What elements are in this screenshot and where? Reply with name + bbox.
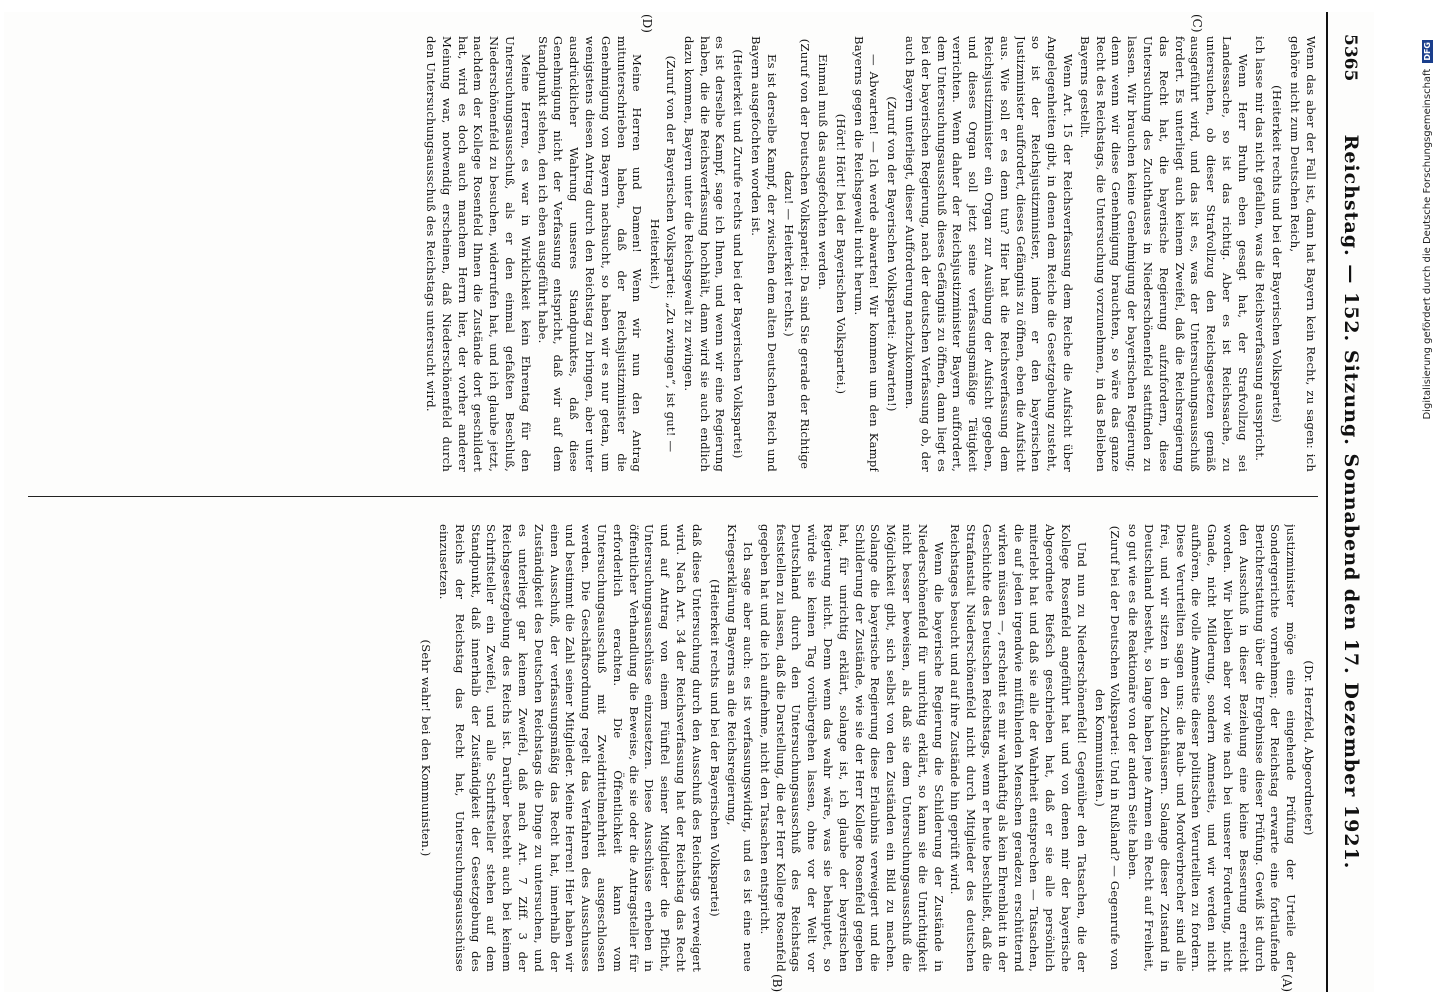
paragraph: Und nun zu Niederschönenfeld! Gegenüber den Tatsachen, die der Kollege Rosenfeld angeführt hat und von denen mir der bayerische Abgeordnete Riefsch geschrieben hat, daß er sie alle persönlich miterlebt hat und daß sie alle der Wahrheit entsprechen — Tatsachen, die auf jeden irgendwie mitfühlenden Menschen geradezu erschütternd wirken müssen —, erscheint es mir wahrhaftig als kein Ehrenblatt in der Geschichte des Deutschen Reichstags, wenn er heute beschließt, daß die Strafanstalt Niederschönenfeld nicht durch Mitglieder des deutschen Reichstages besucht und auf ihre Zustände hin geprüft wird. [948,524,1089,972]
paragraph: Wenn Herr Bruhn eben gesagt hat, der Strafvollzug sei Landessache, so ist das richtig. Aber es ist Reichssache, zu untersuchen, ob dieser Strafvollzug den Reichsgesetzen gemäß ausgeführt wird, und das ist es, was der Untersuchungsausschuß fordert. Es unterliegt auch keinem Zweifel, daß die Reichsregierung das Recht hat, die bayerische Regierung aufzufordern, diese Untersuchung des Zuchthauses in Niederschönenfeld stattfinden zu lassen. Wir brauchen keine Genehmigung der bayerischen Regierung; denn wenn wir diese Genehmigung brauchten, so wäre das ganze Recht des Reichstags, die Untersuchung vorzunehmen, in das Belieben Bayerns gestellt. [1077,36,1250,472]
digitization-credit [1420,40,1434,1000]
paragraph: Ich sage aber auch: es ist verfassungswidrig, und es ist eine neue Kriegserklärung Bayerns an die Reichsregierung, [725,524,756,972]
margin-mark-d: (D) [640,14,654,33]
paragraph: justizminister möge eine eingehende Prüfung der Urteile der Sondergerichte vornehmen; der Reichstag erwarte eine fortlaufende Berichterstattung über die Ergebnisse dieser Prüfung. Gewiß ist durch den Ausschuß in dieser Beziehung eine kleine Besserung erreicht worden. Wir bleiben aber vor wie nach bei unserer Forderung, nicht Gnade, nicht Milderung, sondern Amnestie, und wir werden nicht aufhören, die volle Amnestie dieser politischen Verurteilten zu fordern. Diese Verurteilten sagen uns: die Raub- und Mordverbrecher sind alle frei, und wir sitzen in den Zuchthäusern. Solange dieser Zustand in Deutschland besteht, so lange haben jene Armen ein Recht auf Freiheit, so gut wie es die Reaktionäre von der andern Seite haben. [1126,524,1299,972]
right-column [18,524,1318,972]
interjection: (Zuruf von der Bayerischen Volkspartei: Abwarten!) [885,96,900,412]
interjection: (Sehr wahr! bei den Kommunisten.) [419,639,434,857]
paragraph: Meine Herren, es war in Wirklichkeit kein Ehrentag für den Untersuchungsausschuß, als er den einmal gefaßten Beschluß, Niederschönenfeld zu besuchen, widerrufen hat, und ich glaube jetzt, nachdem der Kollege Rosenfeld Ihnen die Zustände dort geschildert hat, wird es doch auch manchem Herrn hier, der vorher anderer Meinung war, notwendig erscheinen, daß Niederschönenfeld durch den Untersuchungsausschuß des Reichstags untersucht wird. [423,36,533,472]
page-number: 5365 [1340,34,1360,82]
speaker-label: (Dr. Herzfeld, Abgeordneter) [1302,660,1316,836]
paragraph: — Abwarten! — Ich werde abwarten! Wir kommen um den Kampf Bayerns gegen die Reichsgewalt nicht herum. [851,36,882,472]
page-title: Reichstag. — 152. Sitzung. Sonnabend den 17. Dezember 1921. [1340,134,1362,870]
paragraph: ich lasse mir das nicht gefallen, was die Reichsverfassung ausspricht. [1252,36,1267,462]
margin-mark-c: (C) [1190,14,1204,33]
interjection: (Heiterkeit rechts und bei der Bayerischen Volkspartei) [1270,85,1285,423]
paragraph: Meine Herren und Damen! Wenn wir nun den Antrag mitunterschrieben haben, daß der Reichsjustizminister die Genehmigung von Bayern nachsucht, so haben wir es nur getan, um wenigstens diesen Antrag durch den Reichstag zu bringen, aber unter ausdrücklicher Wahrung unseres Standpunktes, daß diese Genehmigung nicht der Verfassung entspricht, daß wir auf dem Standpunkt stehen, den ich eben ausgeführt habe. [535,36,645,472]
column-divider [28,496,1318,497]
interjection: (Hört! Hört! bei der Bayerischen Volkspartei.) [833,113,848,395]
interjection: (Zuruf von der Bayerischen Volkspartei: „Zu zwingen“, ist gut! — Heiterkeit.) [648,55,678,453]
paragraph: es ist derselbe Kampf, sage ich Ihnen, und wenn wir eine Regierung haben, die die Reichsverfassung hochhält, dann wird sie auch endlich dazu kommen, Bayern unter die Reichsgewalt zu zwingen. [681,36,728,472]
paragraph: Wenn Art. 15 der Reichsverfassung dem Reiche die Aufsicht über Angelegenheiten gibt, in denen dem Reiche die Gesetzgebung zusteht, so ist der Reichsjustizminister, indem er den bayerischen Justizminister auffordert, dieses Gefängnis zu öffnen, eben die Aufsicht aus. Wie soll er es denn tun? Hier hat die Reichsverfassung dem Reichsjustizminister ein Organ zur Ausübung der Aufsicht gegeben, und dieses Organ soll jetzt seine verfassungsmäßige Tätigkeit verrichten. Wenn daher der Reichsjustizminister Bayern auffordert, dem Untersuchungsausschuß dieses Gefängnis zu öffnen, dann liegt es bei der bayerischen Regierung, nach der deutschen Verfassung ob, der auch Bayern unterliegt, dieser Aufforderung nachzukommen. [903,36,1076,472]
interjection: (Heiterkeit und Zurufe rechts und bei der Bayerischen Volkspartei) [731,49,746,459]
page-header [1326,12,1374,992]
interjection: (Zuruf von der Deutschen Volkspartei: Da sind Sie gerade der Richtige dazu! — Heiterkeit rechts.) [782,38,813,470]
paragraph: Wenn die bayerische Regierung die Schilderung der Zustände in Niederschönenfeld für unrichtig erklärt, so kann sie die Unrichtigkeit nicht besser beweisen, als daß sie dem Untersuchungsausschuß die Möglichkeit gibt, sich selbst von den Zuständen ein Bild zu machen. Solange die bayerische Regierung diese Erlaubnis verweigert und die Schilderung der Zustände, wie sie der Herr Kollege Rosenfeld gegeben hat, für unrichtig erklärt, solange ist, ich glaube der bayerischen Regierung nicht. Denn wenn das wahr wäre, was sie behauptet, so würde sie keinen Tag vorübergehen lassen, ohne vor der Welt vor Deutschland durch den Untersuchungsausschuß des Reichstags feststellen zu lassen, daß die Darstellung, die der Herr Kollege Rosenfeld gegeben hat und die ich aufnehme, nicht den Tatsachen entspricht. [757,524,946,972]
document-page [4,12,1374,992]
paragraph: Es ist derselbe Kampf, der zwischen dem alten Deutschen Reich und Bayern ausgefochten worden ist. [748,36,779,472]
margin-mark-b: (B) [770,974,784,993]
left-column [18,36,1318,472]
credit-text: Digitalisierung gefördert durch die Deutsche Forschungsgemeinschaft [1421,68,1433,420]
interjection: (Zuruf bei der Deutschen Volkspartei: Und in Rußland? — Gegenrufe von den Kommunisten.) [1092,525,1123,971]
paragraph: daß diese Untersuchung durch den Ausschuß des Reichstags verweigert wird. Nach Art. 34 der Reichsverfassung hat der Reichstag das Recht und auf Antrag von einem Fünftel seiner Mitglieder die Pflicht, Untersuchungsausschüsse einzusetzen. Diese Ausschüsse erheben in öffentlicher Verhandlung die Beweise, die sie oder die Antragsteller für erforderlich erachten. Die Öffentlichkeit kann vom Untersuchungsausschuß mit Zweidrittelmehrheit ausgeschlossen werden. Die Geschäftsordnung regelt das Verfahren des Ausschusses und bestimmt die Zahl seiner Mitglieder. Meine Herren! Hier haben wir einen Ausschuß, der verfassungsmäßig das Recht hat, innerhalb der Zuständigkeit des Deutschen Reichstags die Dinge zu untersuchen, und es unterliegt gar keinem Zweifel, daß nach Art. 7 Ziff. 3 der Reichsgesetzgebung des Reichs ist. Darüber besteht auch bei keinem Schriftsteller ein Zweifel, und alle Schriftsteller stehen auf dem Standpunkt, daß innerhalb der Zuständigkeit der Gesetzgebung des Reichs der Reichstag das Recht hat, Untersuchungsausschüsse einzusetzen. [436,524,704,972]
margin-mark-a: (A) [1280,974,1294,993]
paragraph: Einmal muß das ausgefochten werden. [816,54,831,291]
dfg-logo-icon: DFG [1422,42,1432,61]
paragraph: Wenn das aber der Fall ist, dann hat Bayern kein Recht, zu sagen: ich gehöre nicht zum Deutschen Reich, [1288,36,1318,472]
interjection: (Heiterkeit rechts und bei der Bayerischen Volkspartei) [707,579,722,917]
